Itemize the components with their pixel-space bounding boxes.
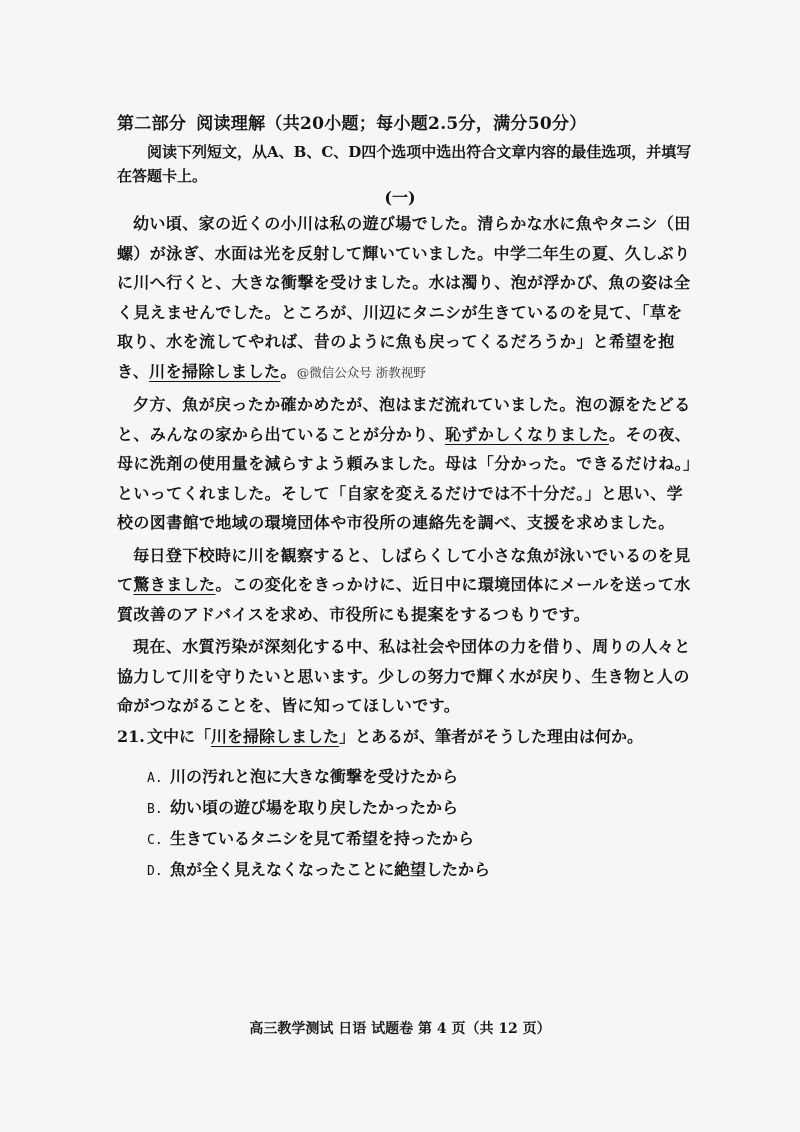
section-heading (117, 109, 587, 134)
passage (117, 209, 699, 721)
question-stem: 21. 文中に「川を掃除しました」とあるが、筆者がそうした理由は何か。 (117, 727, 644, 746)
underlined-phrase-2: 恥ずかしくなりました (445, 424, 610, 444)
option-b[interactable] (147, 792, 717, 823)
passage-paragraph-1: 幼い頃、家の近くの小川は私の遊び場でした。清らかな水に魚やタニシ（田螺）が泳ぎ、水面は光を反射して輝いていました。中学二年生の夏、久しぶりに川へ行くと、大きな衝撃を受けました。水は濁り、泡が浮かび、魚の姿は全く見えませんでした。ところが、川辺にタニシが生きているのを見て、「草を取り、水を流してやれば、昔のように魚も戻ってくるだろうか」と希望を抱き、川を掃除しました。@微信公众号 浙教视野 (117, 214, 691, 381)
underlined-phrase-3: 驚きました (133, 575, 216, 594)
question-number: 21. (117, 727, 145, 746)
passage-paragraph-4: 現在、水質汚染が深刻化する中、私は社会や団体の力を借り、周りの人々と協力して川を守りたいと思います。少しの努力で輝く水が戻り、生き物と人の命がつながることを、皆に知ってほしいです。 (117, 637, 691, 715)
watermark: @微信公众号 浙教视野 (296, 364, 426, 380)
answer-options (117, 761, 717, 885)
option-key: A. (147, 771, 163, 786)
option-text: 魚が全く見えなくなったことに絶望したから (170, 860, 491, 879)
section-title: 阅读理解（共20小题；每小题2.5分，满分50分） (196, 114, 587, 134)
question-underlined-phrase: 川を掃除しました (211, 727, 340, 746)
passage-paragraph-2: 夕方、魚が戻ったか確かめたが、泡はまだ流れていました。泡の源をたどると、みんなの家から出ていることが分かり、恥ずかしくなりました。その夜、母に洗剤の使用量を減らすよう頼みました。母は「分かった。できるだけね。」といってくれました。そして「自家を変えるだけでは不十分だ。」と思い、学校の図書館で地域の環境団体や市役所の連絡先を調べ、支援を求めました。 (117, 395, 692, 532)
option-text: 幼い頃の遊び場を取り戻したかったから (170, 798, 459, 817)
option-text: 生きているタニシを見て希望を持ったから (170, 829, 475, 848)
option-text: 川の汚れと泡に大きな衝撃を受けたから (170, 767, 459, 786)
option-key: C. (147, 833, 163, 848)
question-21 (117, 724, 717, 885)
passage-paragraph-3: 毎日登下校時に川を観察すると、しばらくして小さな魚が泳いでいるのを見て驚きました。この変化をきっかけに、近日中に環境団体にメールを送って水質改善のアドバイスを求め、市役所にも提案をするつもりです。 (117, 545, 691, 624)
option-key: D. (147, 864, 163, 879)
option-key: B. (147, 802, 163, 817)
option-c[interactable] (147, 823, 717, 854)
section-part: 第二部分 (117, 114, 187, 134)
page-footer: 高三教学测试 日语 试题卷 第 4 页（共 12 页） (249, 1021, 551, 1037)
passage-number: (一) (384, 188, 416, 207)
instructions: 阅读下列短文，从A、B、C、D四个选项中选出符合文章内容的最佳选项，并填写在答题卡上。 (117, 143, 692, 185)
option-a[interactable] (147, 761, 717, 792)
underlined-phrase-1: 川を掃除しました (149, 361, 281, 381)
option-d[interactable] (147, 854, 717, 885)
